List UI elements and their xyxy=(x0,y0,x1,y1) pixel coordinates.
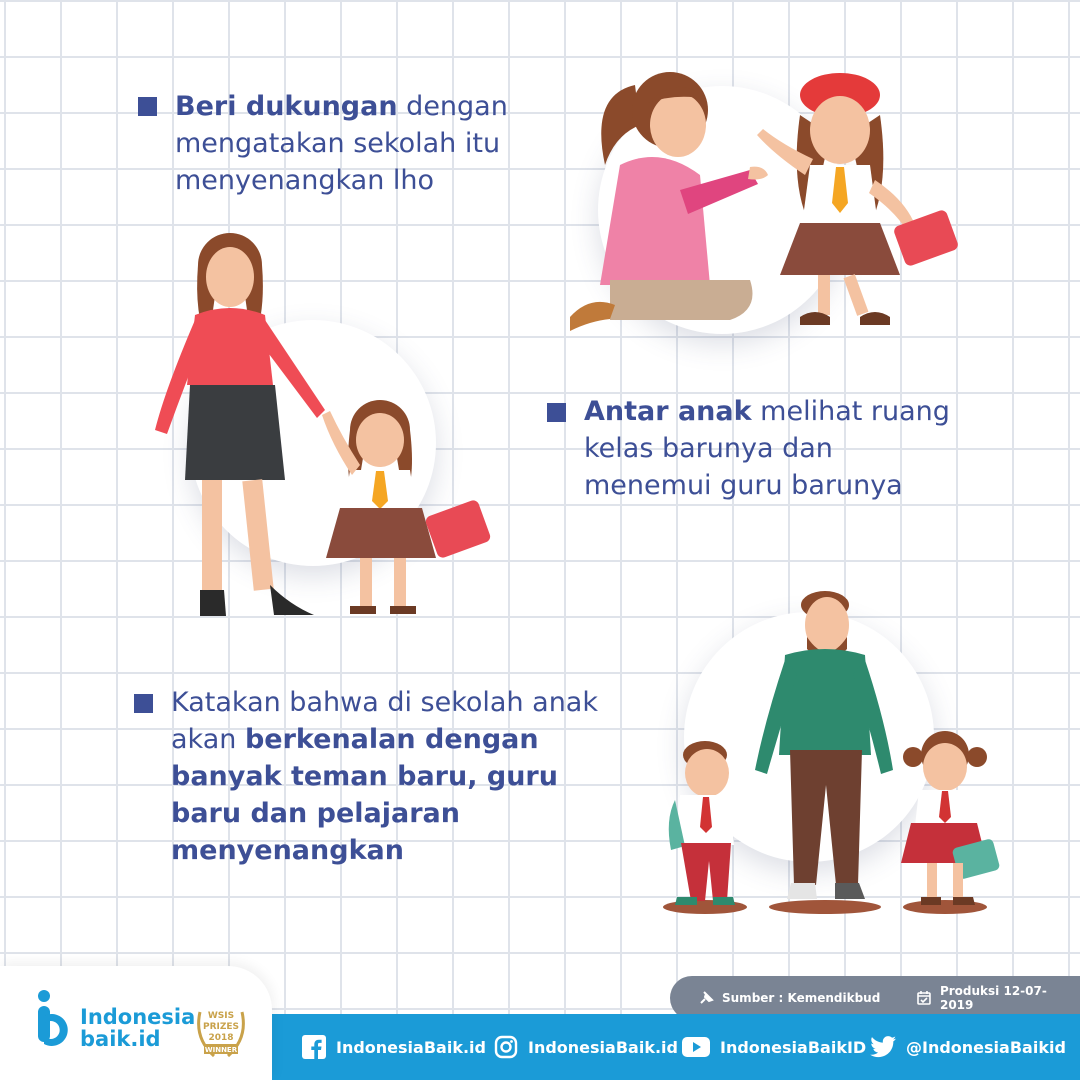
production-text: Produksi 12-07-2019 xyxy=(939,984,1047,1012)
facebook-icon xyxy=(302,1035,326,1059)
tip-2-rest: melihat ruang kelas barunya dan menemui guru barunya xyxy=(584,396,950,501)
award-line-3: 2018 xyxy=(208,1033,234,1043)
wsis-award-badge xyxy=(190,1002,252,1064)
tip-3-bold: berkenalan dengan banyak teman baru, guru baru dan pelajaran menyenangkan xyxy=(171,724,558,866)
youtube-handle: IndonesiaBaikID xyxy=(720,1037,867,1057)
illustration-mother-standing-girl xyxy=(140,225,510,620)
brand-line-1: Indonesia xyxy=(80,1005,196,1029)
tip-1-text xyxy=(175,88,535,199)
pin-icon xyxy=(698,990,714,1006)
source-text: Sumber : Kemendikbud xyxy=(722,991,881,1005)
award-line-2: PRIZES xyxy=(202,1022,240,1032)
award-line-4: WINNER xyxy=(204,1046,238,1054)
social-facebook[interactable] xyxy=(302,1014,486,1080)
twitter-handle: @IndonesiaBaikid xyxy=(906,1037,1066,1057)
brand-line-2: baik.id xyxy=(80,1027,161,1051)
instagram-handle: IndonesiaBaik.id xyxy=(528,1037,678,1057)
tip-2-bullet xyxy=(547,403,566,422)
calendar-icon xyxy=(916,990,932,1006)
tip-3-bullet xyxy=(134,694,153,713)
tip-3-text xyxy=(171,684,621,869)
tip-1-bullet xyxy=(138,97,157,116)
tip-3-rest: Katakan bahwa di sekolah anak akan xyxy=(171,687,598,755)
tip-2-bold: Antar anak xyxy=(584,396,752,427)
youtube-icon xyxy=(682,1037,710,1057)
brand-text xyxy=(80,1006,195,1050)
twitter-icon xyxy=(870,1036,896,1058)
award-line-1: WSIS xyxy=(207,1011,235,1021)
social-instagram[interactable] xyxy=(494,1014,678,1080)
tip-2-text xyxy=(584,393,964,504)
social-youtube[interactable] xyxy=(682,1014,866,1080)
illustration-mother-kneeling-girl xyxy=(560,55,980,355)
social-twitter[interactable] xyxy=(870,1014,1066,1080)
logo-box xyxy=(0,966,272,1080)
tip-1-bold: Beri dukungan xyxy=(175,91,398,122)
tip-1-rest: dengan mengatakan sekolah itu menyenangkan lho xyxy=(175,91,508,196)
facebook-handle: IndonesiaBaik.id xyxy=(336,1037,486,1057)
instagram-icon xyxy=(494,1035,518,1059)
indonesiabaik-logo-icon xyxy=(36,990,76,1050)
illustration-father-two-kids xyxy=(655,585,1000,920)
